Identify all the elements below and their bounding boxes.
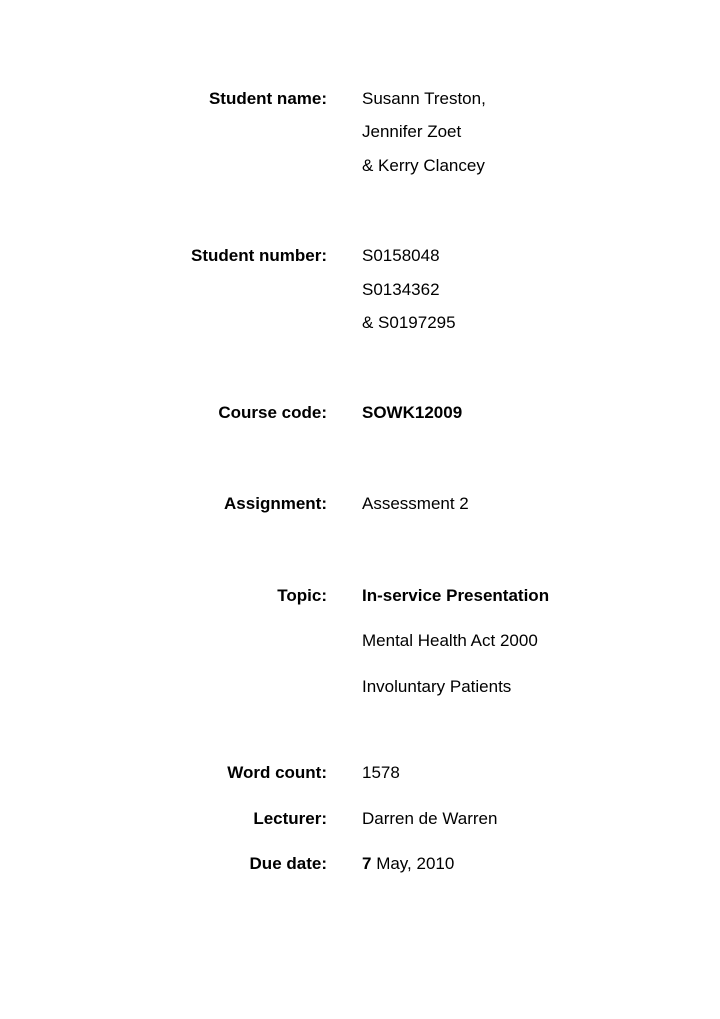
course-code-value: SOWK12009 bbox=[362, 403, 463, 422]
due-date-label: Due date: bbox=[249, 854, 327, 873]
student-name-line-3: & Kerry Clancey bbox=[362, 156, 485, 175]
lecturer-label: Lecturer: bbox=[253, 809, 327, 828]
student-name-label: Student name: bbox=[208, 89, 327, 108]
student-number-line-2: S0134362 bbox=[362, 280, 440, 299]
student-name-line-2: Jennifer Zoet bbox=[362, 122, 462, 141]
topic-line-2: Involuntary Patients bbox=[362, 677, 512, 696]
student-number-label: Student number: bbox=[191, 246, 327, 265]
course-code-label: Course code: bbox=[218, 403, 327, 422]
student-number-line-3: & S0197295 bbox=[362, 313, 456, 332]
due-date-value bbox=[362, 854, 454, 874]
topic-label: Topic: bbox=[277, 586, 327, 605]
word-count-label: Word count: bbox=[227, 763, 327, 782]
assignment-value: Assessment 2 bbox=[362, 494, 469, 513]
student-name-line-1: Susann Treston, bbox=[362, 89, 486, 108]
topic-title: In-service Presentation bbox=[362, 586, 550, 605]
due-date-day: 7 bbox=[362, 854, 372, 873]
topic-line-1: Mental Health Act 2000 bbox=[362, 631, 538, 650]
due-date-rest: May, 2010 bbox=[371, 854, 455, 873]
student-number-line-1: S0158048 bbox=[362, 246, 440, 265]
assignment-label: Assignment: bbox=[224, 494, 327, 513]
lecturer-value: Darren de Warren bbox=[362, 809, 498, 828]
word-count-value: 1578 bbox=[362, 763, 400, 782]
